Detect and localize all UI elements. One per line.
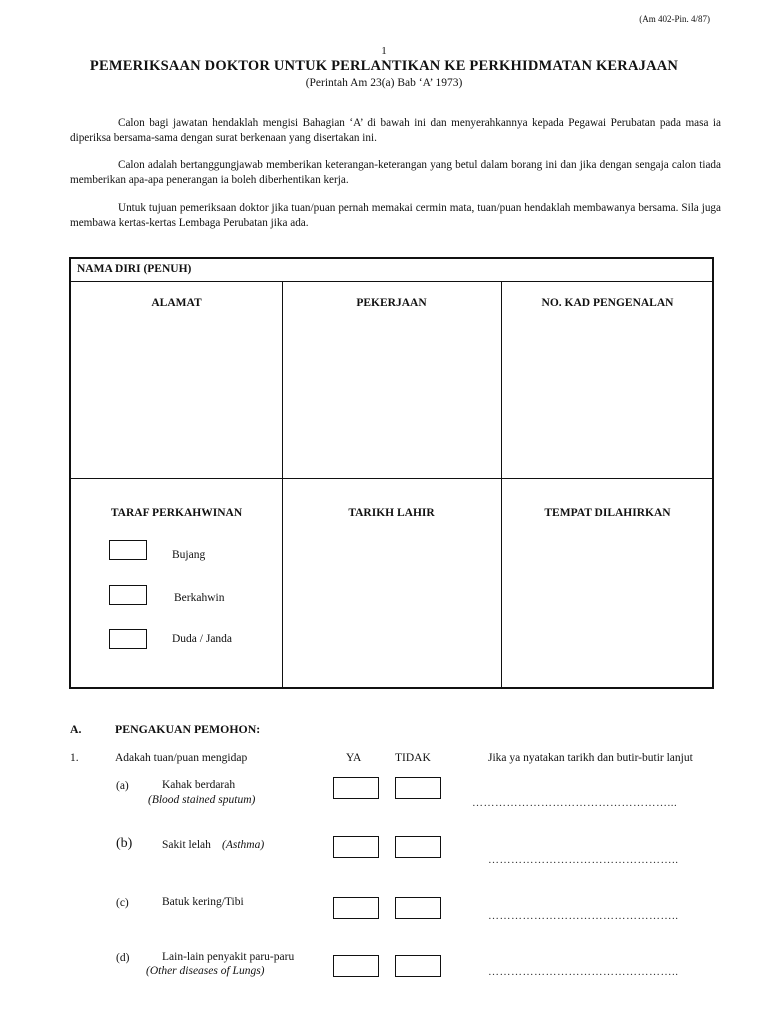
table-divider xyxy=(71,478,712,479)
no-checkbox[interactable] xyxy=(395,777,441,799)
no-checkbox[interactable] xyxy=(395,955,441,977)
intro-paragraph-3: Untuk tujuan pemeriksaan doktor jika tuan/puan pernah memakai cermin mata, tuan/puan hendaklah membawanya bersama. Sila juga membawa kertas-kertas Lembaga Perubatan jika ada. xyxy=(70,202,721,229)
page-title: PEMERIKSAAN DOKTOR UNTUK PERLANTIKAN KE PERKHIDMATAN KERAJAAN xyxy=(89,58,679,74)
item-marker: (b) xyxy=(116,836,133,851)
table-divider xyxy=(501,281,502,687)
form-reference: (Am 402-Pin. 4/87) xyxy=(639,14,710,24)
marital-option-label: Berkahwin xyxy=(174,592,225,604)
item-english-label: (Other diseases of Lungs) xyxy=(146,965,265,977)
marital-checkbox-single[interactable] xyxy=(109,540,147,560)
table-divider xyxy=(71,281,712,282)
page-subtitle: (Perintah Am 23(a) Bab ‘A’ 1973) xyxy=(305,77,463,89)
intro-paragraph-1: Calon bagi jawatan hendaklah mengisi Bahagian ‘A’ di bawah ini dan menyerahkannya kepada Pegawai Perubatan pada masa ia diperiksa bersama-sama dengan surat berkenaan yang disertakan ini. xyxy=(70,117,721,144)
yes-checkbox[interactable] xyxy=(333,897,379,919)
ic-number-label: NO. KAD PENGENALAN xyxy=(541,297,674,309)
yes-checkbox[interactable] xyxy=(333,836,379,858)
intro-paragraph-2: Calon adalah bertanggungjawab memberikan keterangan-keterangan yang betul dalam borang ini dan jika dengan sengaja calon tiada memberikan apa-apa penerangan ia boleh diberhentikan kerja. xyxy=(70,159,721,186)
item-label: Batuk kering/Tibi xyxy=(162,896,244,908)
no-checkbox[interactable] xyxy=(395,836,441,858)
address-label: ALAMAT xyxy=(151,297,202,309)
section-title: PENGAKUAN PEMOHON: xyxy=(115,722,261,736)
details-field[interactable]: ……………………………………………... xyxy=(472,797,678,809)
no-column-label: TIDAK xyxy=(395,752,431,764)
marital-checkbox-widowed[interactable] xyxy=(109,629,147,649)
marital-option-label: Bujang xyxy=(172,549,206,561)
yes-checkbox[interactable] xyxy=(333,777,379,799)
details-field[interactable]: ………………………………………….. xyxy=(488,910,679,922)
item-marker: (a) xyxy=(116,780,129,792)
item-english-label: (Blood stained sputum) xyxy=(148,794,256,806)
details-column-label: Jika ya nyatakan tarikh dan butir-butir lanjut xyxy=(488,752,693,764)
no-checkbox[interactable] xyxy=(395,897,441,919)
question-number: 1. xyxy=(70,752,79,764)
item-english-label: (Asthma) xyxy=(222,839,265,851)
yes-checkbox[interactable] xyxy=(333,955,379,977)
page-number: 1 xyxy=(381,45,387,57)
marital-status-label: TARAF PERKAHWINAN xyxy=(110,507,243,519)
personal-details-table xyxy=(69,257,714,689)
marital-checkbox-married[interactable] xyxy=(109,585,147,605)
marital-option-label: Duda / Janda xyxy=(172,633,233,645)
occupation-label: PEKERJAAN xyxy=(356,297,427,309)
item-label: Lain-lain penyakit paru-paru xyxy=(162,951,295,963)
question-text: Adakah tuan/puan mengidap xyxy=(115,752,248,764)
details-field[interactable]: ………………………………………….. xyxy=(488,966,679,978)
table-divider xyxy=(282,281,283,687)
date-of-birth-label: TARIKH LAHIR xyxy=(348,507,435,519)
item-label: Sakit lelah xyxy=(162,839,211,851)
item-marker: (c) xyxy=(116,897,129,909)
yes-column-label: YA xyxy=(346,752,362,764)
item-marker: (d) xyxy=(116,952,130,964)
item-label: Kahak berdarah xyxy=(162,779,236,791)
birthplace-label: TEMPAT DILAHIRKAN xyxy=(544,507,671,519)
full-name-label: NAMA DIRI (PENUH) xyxy=(77,263,192,275)
details-field[interactable]: ………………………………………….. xyxy=(488,854,679,866)
section-letter: A. xyxy=(70,722,82,736)
